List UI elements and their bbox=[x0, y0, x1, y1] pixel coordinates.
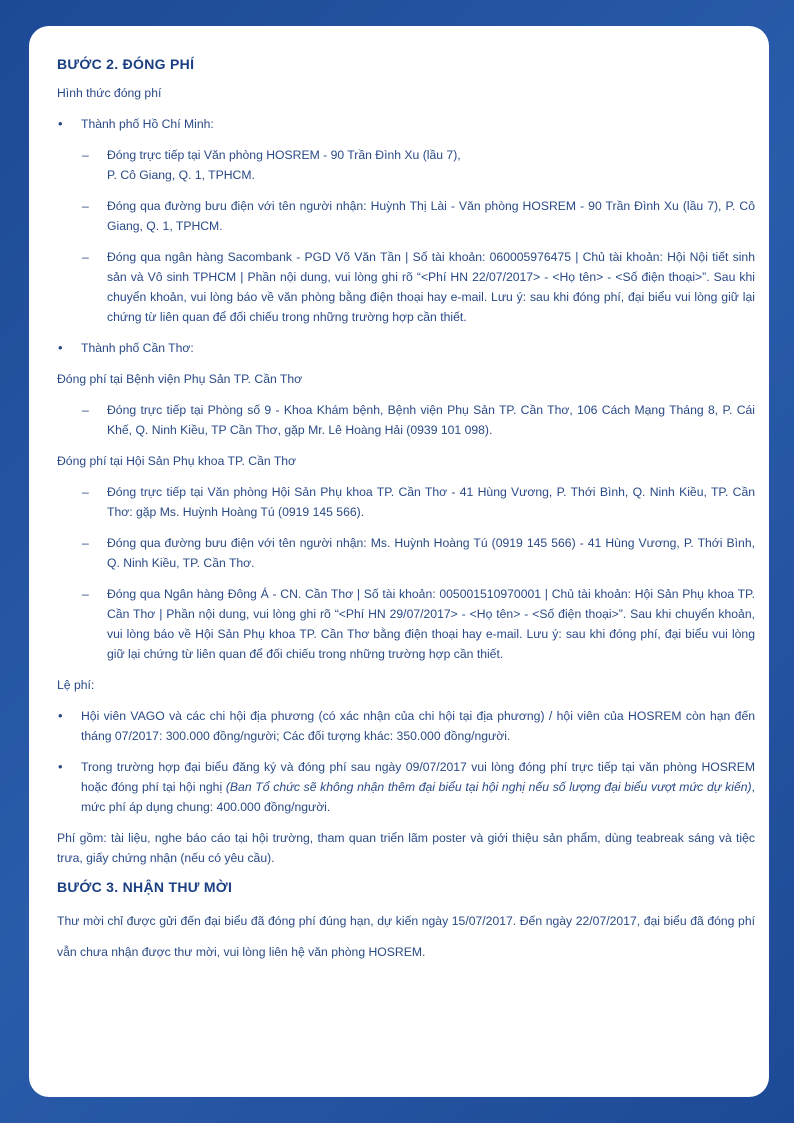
dash-mark: – bbox=[82, 403, 89, 417]
cantho-bullet bbox=[57, 338, 755, 358]
fee-item-late-rate: , mức phí áp dụng chung: 400.000 đồng/người. bbox=[81, 780, 755, 814]
hcm-item-post-text: Đóng qua đường bưu điện với tên người nhận: Huỳnh Thị Lài - Văn phòng HOSREM - 90 Trần Đình Xu (lầu 7), P. Cô Giang, Q. 1, TPHCM. bbox=[107, 199, 755, 233]
step2-heading: BƯỚC 2. ĐÓNG PHÍ bbox=[57, 56, 195, 72]
fee-item-members bbox=[57, 706, 755, 746]
hcm-item-bank bbox=[57, 247, 755, 327]
bullet-mark: • bbox=[58, 340, 63, 355]
cantho-society-item-bank-text: Đóng qua Ngân hàng Đông Á - CN. Cần Thơ | Số tài khoản: 005001510970001 | Chủ tài khoản: Hội Sản Phụ khoa TP. Cần Thơ | Phần nội dung, vui lòng ghi rõ “<Phí HN 29/07/2017> - <Họ tên> - <Số điện thoại>”. Sau khi chuyển khoản, vui lòng báo về Hội Sản Phụ khoa TP. Cần Thơ bằng điện thoại hay e-mail. Lưu ý: sau khi đóng phí, đại biểu vui lòng giữ lại chứng từ liên quan để đối chiếu trong những trường hợp cần thiết. bbox=[107, 587, 755, 661]
fee-item-members-text: Hội viên VAGO và các chi hội địa phương (có xác nhận của chi hội tại địa phương) / hội viên của HOSREM còn hạn đến tháng 07/2017: 300.000 đồng/người; Các đối tượng khác: 350.000 đồng/người. bbox=[81, 709, 755, 743]
page-card bbox=[29, 26, 769, 1097]
cantho-hospital-item-text: Đóng trực tiếp tại Phòng số 9 - Khoa Khám bệnh, Bệnh viện Phụ Sản TP. Cần Thơ, 106 Cách Mạng Tháng 8, P. Cái Khế, Q. Ninh Kiều, TP Cần Thơ, gặp Mr. Lê Hoàng Hải (0939 101 098). bbox=[107, 403, 755, 437]
fee-includes: Phí gồm: tài liệu, nghe báo cáo tại hội trường, tham quan triển lãm poster và giới thiệu sản phẩm, dùng teabreak sáng và tiệc trưa, giấy chứng nhận (nếu có yêu cầu). bbox=[57, 831, 755, 865]
bullet-mark: • bbox=[58, 116, 63, 131]
step3-text: Thư mời chỉ được gửi đến đại biểu đã đóng phí đúng hạn, dự kiến ngày 15/07/2017. Đến ngày 22/07/2017, đại biểu đã đóng phí vẫn chưa nhận được thư mời, vui lòng liên hệ văn phòng HOSREM. bbox=[57, 914, 755, 959]
cantho-hospital-item bbox=[57, 400, 755, 440]
cantho-society-item-office-text: Đóng trực tiếp tại Văn phòng Hội Sản Phụ khoa TP. Cần Thơ - 41 Hùng Vương, P. Thới Bình, Q. Ninh Kiều, TP. Cần Thơ: gặp Ms. Huỳnh Hoàng Tú (0919 145 566). bbox=[107, 485, 755, 519]
hcm-item-office bbox=[57, 145, 755, 185]
bullet-mark: • bbox=[58, 708, 63, 723]
step3-heading: BƯỚC 3. NHẬN THƯ MỜI bbox=[57, 879, 233, 895]
fee-item-late bbox=[57, 757, 755, 817]
hcm-item-bank-text: Đóng qua ngân hàng Sacombank - PGD Võ Văn Tần | Số tài khoản: 060005976475 | Chủ tài khoản: Hội Nội tiết sinh sản và Vô sinh TPHCM | Phần nội dung, vui lòng ghi rõ “<Phí HN 22/07/2017> - <Họ tên> - <Số điện thoại>”. Sau khi chuyển khoản, vui lòng báo về văn phòng bằng điện thoại hay e-mail. Lưu ý: sau khi đóng phí, đại biểu vui lòng giữ lại chứng từ liên quan để đối chiếu trong những trường hợp cần thiết. bbox=[107, 250, 755, 324]
hcm-item-office-line2: P. Cô Giang, Q. 1, TPHCM. bbox=[107, 168, 255, 182]
cantho-society-item-post-text: Đóng qua đường bưu điện với tên người nhận: Ms. Huỳnh Hoàng Tú (0919 145 566) - 41 Hùng Vương, P. Thới Bình, Q. Ninh Kiều, TP. Cần Thơ. bbox=[107, 536, 755, 570]
cantho-society-label: Đóng phí tại Hội Sản Phụ khoa TP. Cần Thơ bbox=[57, 454, 297, 468]
hcm-bullet bbox=[57, 114, 755, 134]
fee-item-late-text: Trong trường hợp đại biểu đăng ký và đóng phí sau ngày 09/07/2017 vui lòng đóng phí trực tiếp tại văn phòng HOSREM hoặc đóng phí tại hội nghị bbox=[81, 760, 755, 794]
dash-mark: – bbox=[82, 148, 89, 162]
dash-mark: – bbox=[82, 536, 89, 550]
dash-mark: – bbox=[82, 199, 89, 213]
dash-mark: – bbox=[82, 250, 89, 264]
payment-method-label: Hình thức đóng phí bbox=[57, 86, 162, 100]
cantho-society-item-post bbox=[57, 533, 755, 573]
fee-label: Lệ phí: bbox=[57, 678, 95, 692]
dash-mark: – bbox=[82, 485, 89, 499]
bullet-mark: • bbox=[58, 759, 63, 774]
dash-mark: – bbox=[82, 587, 89, 601]
cantho-society-item-office bbox=[57, 482, 755, 522]
cantho-label: Thành phố Cần Thơ: bbox=[81, 341, 194, 355]
hcm-label: Thành phố Hồ Chí Minh: bbox=[81, 117, 214, 131]
hcm-item-office-line1: Đóng trực tiếp tại Văn phòng HOSREM - 90 Trần Đình Xu (lầu 7), bbox=[107, 148, 461, 162]
hcm-item-post bbox=[57, 196, 755, 236]
cantho-hospital-label: Đóng phí tại Bệnh viện Phụ Sản TP. Cần Thơ bbox=[57, 372, 303, 386]
fee-item-late-note: (Ban Tổ chức sẽ không nhận thêm đại biểu tại hội nghị nếu số lượng đại biểu vượt mức dự kiến) bbox=[225, 780, 752, 794]
cantho-society-item-bank bbox=[57, 584, 755, 664]
